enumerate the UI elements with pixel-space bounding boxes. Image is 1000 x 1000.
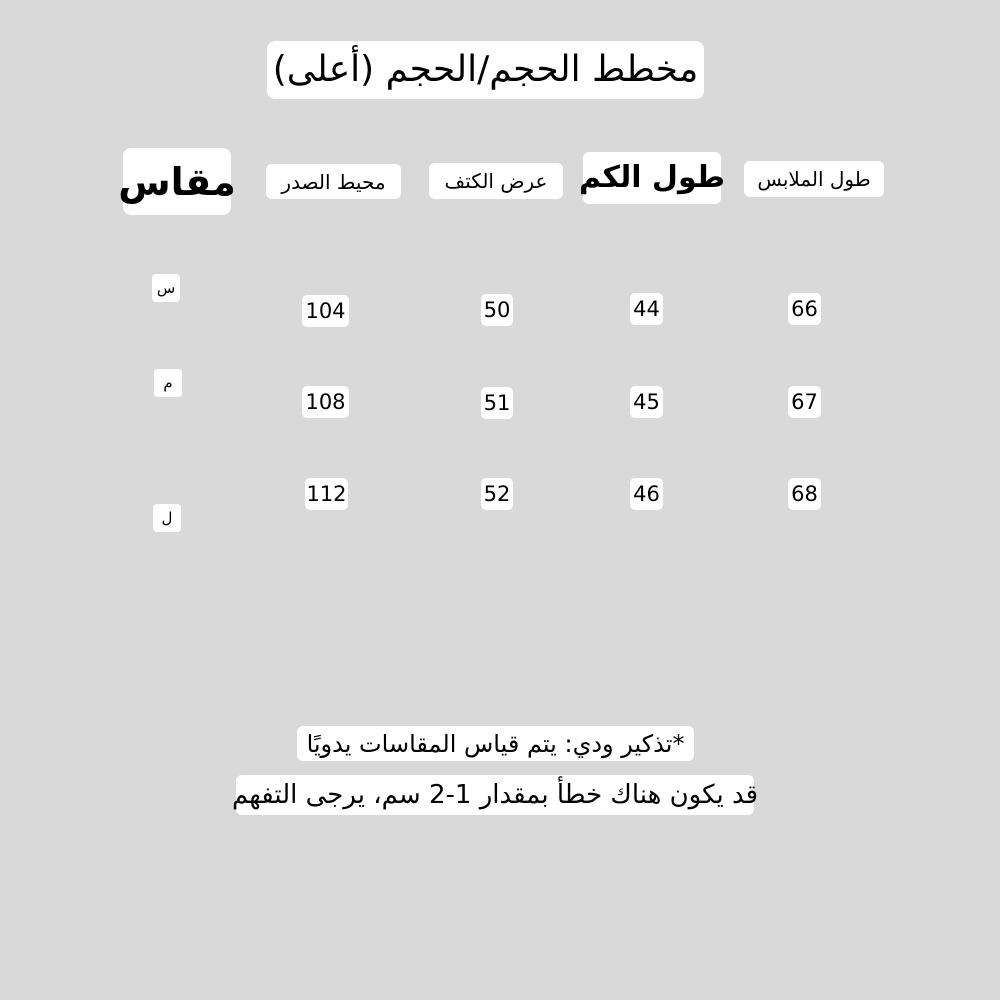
length-value-m: 67 — [788, 386, 821, 418]
length-value-l: 68 — [788, 478, 821, 510]
size-label-s: س — [152, 274, 180, 302]
size-label-l: ل — [153, 504, 181, 532]
chest-value-s: 104 — [302, 295, 349, 327]
header-sleeve-length: طول الكم — [583, 152, 721, 204]
shoulder-value-l: 52 — [481, 478, 513, 510]
chest-value-l: 112 — [305, 478, 348, 510]
header-chest: محيط الصدر — [266, 164, 401, 199]
chest-value-m: 108 — [302, 386, 349, 418]
header-garment-length: طول الملابس — [744, 161, 884, 197]
note-tolerance: قد يكون هناك خطأ بمقدار 1-2 سم، يرجى التفهم — [236, 775, 754, 815]
header-size: مقاس — [123, 148, 231, 215]
note-reminder: *تذكير ودي: يتم قياس المقاسات يدويًا — [297, 726, 694, 761]
shoulder-value-s: 50 — [481, 294, 513, 326]
page-title: مخطط الحجم/الحجم (أعلى) — [267, 41, 704, 99]
sleeve-value-s: 44 — [630, 293, 663, 325]
sleeve-value-l: 46 — [630, 478, 663, 510]
header-shoulder: عرض الكتف — [429, 163, 563, 199]
shoulder-value-m: 51 — [481, 387, 513, 419]
length-value-s: 66 — [788, 293, 821, 325]
size-label-m: م — [154, 369, 182, 397]
sleeve-value-m: 45 — [630, 386, 663, 418]
